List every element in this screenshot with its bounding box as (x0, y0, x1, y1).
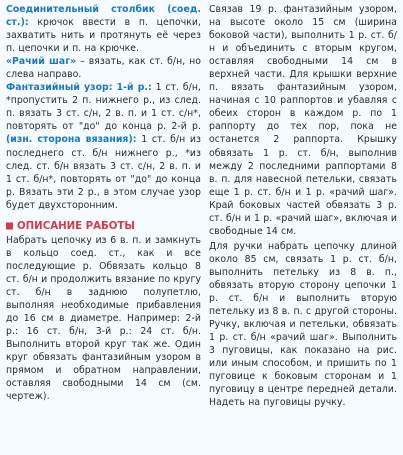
text-fancy-pattern-1: 1 ст. б/н, *пропустить 2 п. нижнего р., из след. п. вязать 3 ст. с/н, 2 в. п. и 1 ст. с/н*, повторять от "до" до конца р. 2-й р. (6, 82, 201, 133)
definition-crab-stitch (6, 55, 201, 81)
definition-fancy-pattern (6, 81, 201, 211)
work-description-paragraph (6, 234, 201, 404)
term-fancy-pattern: Фантазийный узор: 1-й р.: (6, 82, 152, 94)
text-slip-stitch: крючок ввести в п. цепочки, захватить нить и протянуть её через п. цепочки и п. на крючке. (6, 17, 201, 55)
work-description-text: Набрать цепочку из 6 в. п. и замкнуть в кольцо соед. ст., как и все последующие р. Обвязать кольцо 8 ст. б/н и продолжить вязание по кругу ст. б/н в заднюю полупетлю, выполняя необходимые прибавления до 16 см в диаметре. Например: 2-й р.: 16 ст. б/н, 3-й р.: 24 ст. б/н. Выполнить второй круг так же. Один круг обвязать фантазийным узором в прямом и обратном направлении, оставляя свободными 14 см (см. чертеж). (6, 234, 202, 403)
section-title (6, 221, 201, 233)
term-crab-stitch: «Рачий шаг» (6, 56, 77, 68)
term-slip-stitch: Соединительный столбик (соед. ст.): (6, 4, 201, 29)
text-fancy-pattern-2: 1 ст. б/н из последнего ст. б/н нижнего р., *из след. ст. б/н вязать 3 ст. с/н, 2 в. п. и 1 ст. б/н*, повторять от "до" до конца р. Вязать эти 2 р., в этом случае узор будет двухсторонним. (6, 134, 201, 211)
right-paragraph-2-text: Для ручки набрать цепочку длиной около 85 см, связать 1 р. ст. б/н, выполнить петельку из 8 в. п., обвязать вторую сторону цепочки 1 р. ст. б/н и выполнить вторую петельку из 8 в. п. с другой стороны. Ручку, включая и петельки, обвязать 1 р. ст. б/н «рачий шаг». Выполнить 3 пуговицы, как показано на рис. или иным способом, и пришить по 1 пуговице к боковым сторонам и 1 пуговицу в центре передней детали. Надеть на пуговицы ручку. (209, 240, 397, 409)
right-paragraph-2 (209, 240, 397, 410)
section-bullet-icon (6, 223, 13, 230)
right-paragraph-1-text: Связав 19 р. фантазийным узором, на высоте около 15 см (ширина боковой части), выполнить 1 р. ст. б/н и объединить с вторым кругом, оставляя свободными 14 см в верхней части. Для крышки верхние п. вязать фантазийным узором, начиная с 10 раппортов и убавляя с обеих сторон в каждом р. по 1 раппорту до тех пор, пока не останется 2 раппорта. Крышку обвязать 1 р. ст. б/н, выполнив между 2 последними раппортами 8 в. п. для навесной петельки, связать еще 1 р. ст. б/н и 1 р. «рачий шаг». Край боковых частей обвязать 3 р. ст. б/н и 1 р. «рачий шаг», включая и свободные 14 см. (209, 4, 397, 237)
definition-slip-stitch (6, 3, 201, 55)
right-paragraph-1 (209, 3, 397, 238)
text-crab-stitch: – вязать, как ст. б/н, но слева направо. (6, 56, 201, 81)
left-column (6, 3, 201, 455)
right-column (209, 3, 397, 455)
section-title-text: ОПИСАНИЕ РАБОТЫ (17, 220, 135, 232)
term-wrong-side: (изн. сторона вязания): (6, 134, 137, 146)
